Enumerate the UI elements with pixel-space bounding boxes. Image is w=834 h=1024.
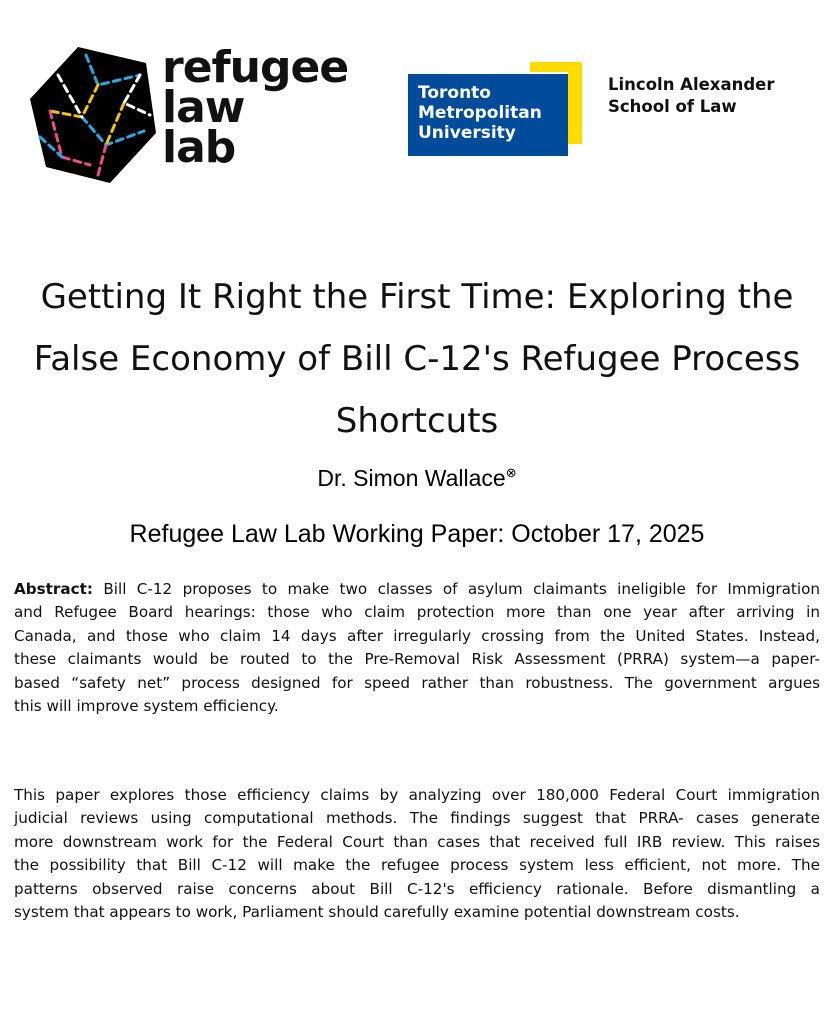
abstract-line: Canada, and those who claim 14 days after irregularly crossing from the United States. Instead, [14, 626, 820, 645]
author [0, 458, 834, 493]
title-line: Getting It Right the First Time: Exploring the [40, 277, 794, 317]
author-footnote-mark: ⊗ [505, 465, 517, 480]
school-line: Lincoln Alexander [608, 75, 775, 94]
abstract [14, 578, 820, 718]
body-line: judicial reviews using computational methods. The findings suggest that PRRA- cases generate [14, 809, 820, 828]
abstract-line: these claimants would be routed to the Pre-Removal Risk Assessment (PRRA) system—a paper- [14, 650, 820, 669]
body-line: This paper explores those efficiency claims by analyzing over 180,000 Federal Court immigration [14, 786, 820, 804]
tmu-line: Metropolitan [418, 103, 542, 123]
working-paper-line: Refugee Law Lab Working Paper: October 17, 2025 [129, 520, 705, 548]
paper-title [0, 266, 834, 452]
body-line: system that appears to work, Parliament should carefully examine potential downstream costs. [14, 903, 740, 922]
abstract-label: Abstract: [14, 580, 94, 598]
author-name: Dr. Simon Wallace [317, 465, 506, 491]
abstract-line [14, 578, 820, 601]
title-line: False Economy of Bill C-12's Refugee Process [33, 339, 801, 379]
wordmark-line: law [162, 82, 245, 133]
body-line: more downstream work for the Federal Court than cases that received full IRB review. This raises [14, 832, 820, 851]
abstract-line: and Refugee Board hearings: those who claim protection more than one year after arriving in [14, 603, 820, 622]
title-line: Shortcuts [335, 401, 499, 441]
tmu-line: Toronto [418, 83, 491, 103]
body-line: the possibility that Bill C-12 will make the refugee process system less efficient, not more. The [14, 856, 820, 875]
body-paragraph [14, 784, 820, 924]
body-line: patterns observed raise concerns about Bill C-12's efficiency rationale. Before dismantling a [14, 879, 820, 898]
tmu-logo [408, 62, 583, 157]
school-line: School of Law [608, 97, 737, 116]
abstract-line: based “safety net” process designed for speed rather than robustness. The government argues [14, 673, 820, 692]
tmu-line: University [418, 123, 516, 143]
abstract-text: Bill C-12 proposes to make two classes of asylum claimants ineligible for Immigration [93, 580, 820, 598]
tmu-blue-block [408, 74, 568, 156]
refugee-law-lab-logo-icon [28, 45, 158, 185]
wordmark-line: lab [162, 122, 236, 173]
law-school-name [608, 74, 774, 118]
wordmark-line: refugee [162, 42, 349, 93]
refugee-law-lab-wordmark [162, 42, 349, 173]
abstract-line: this will improve system efficiency. [14, 697, 279, 716]
